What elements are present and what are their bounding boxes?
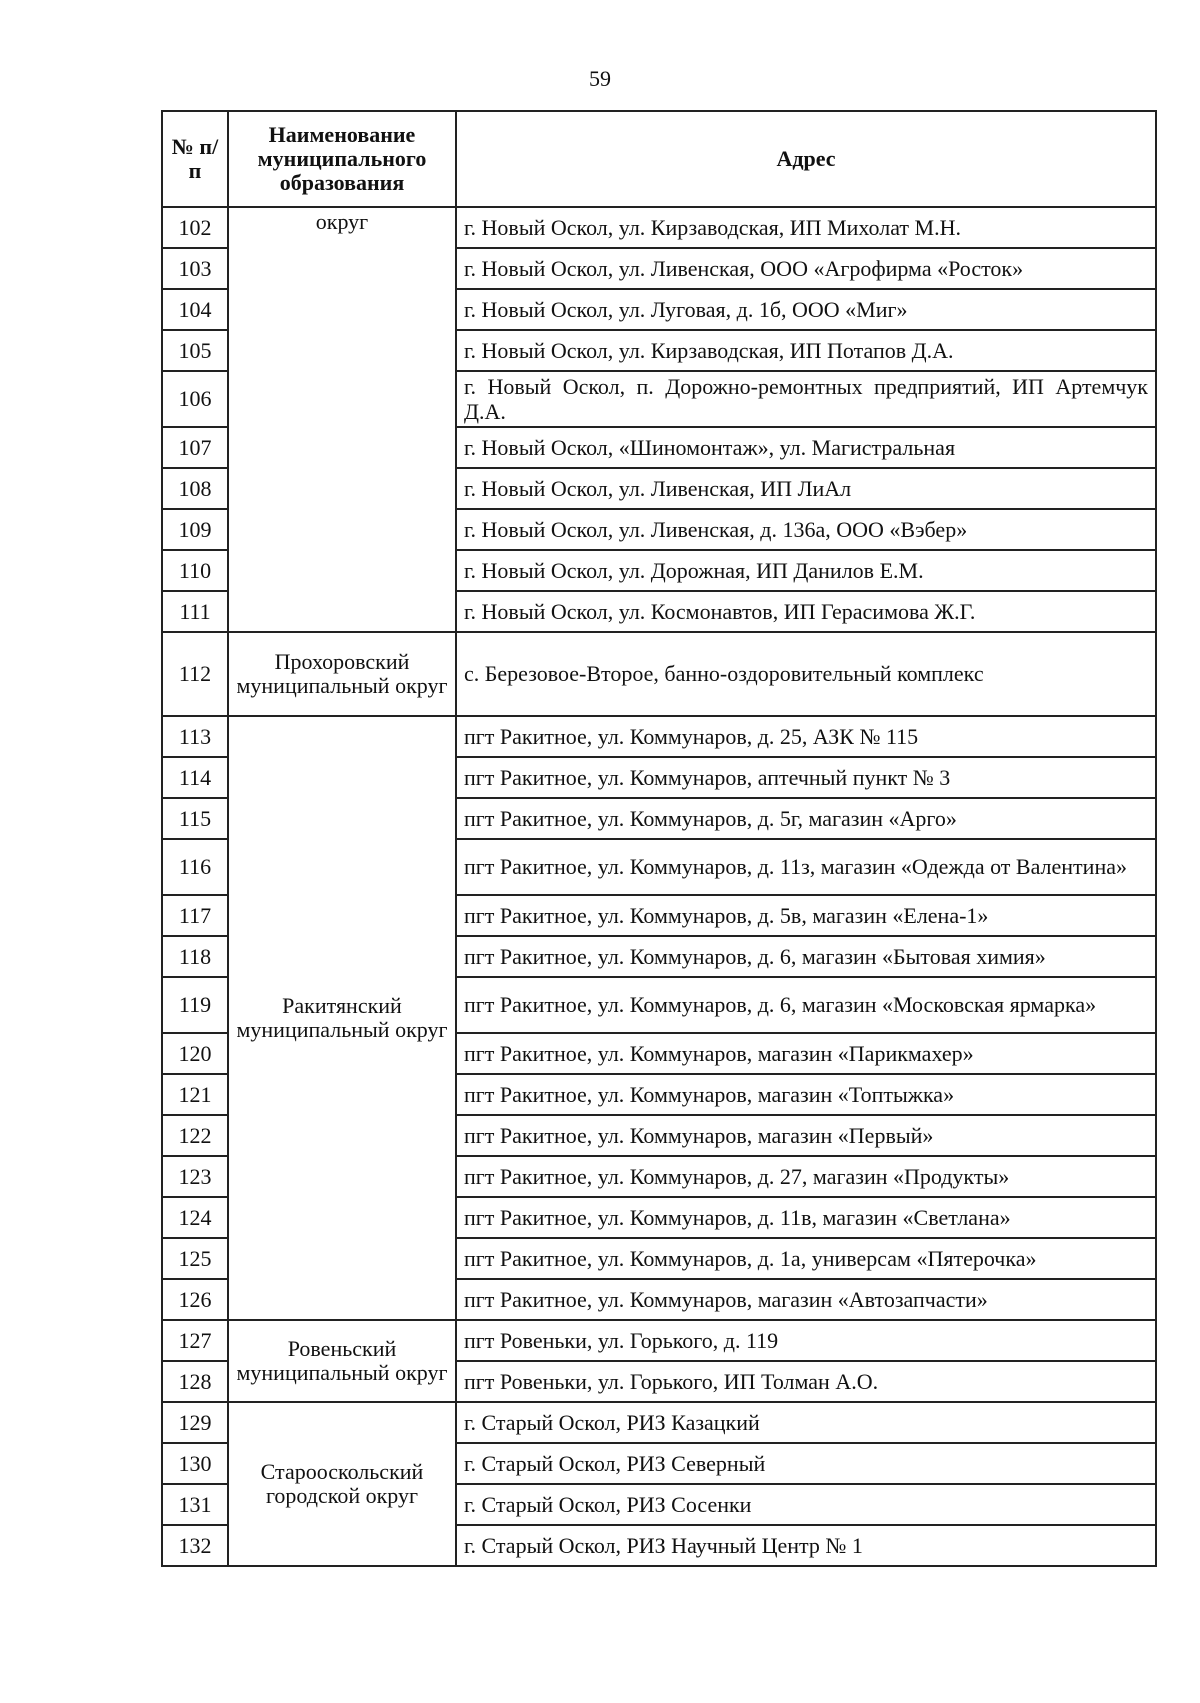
address-cell: пгт Ракитное, ул. Коммунаров, д. 27, магазин «Продукты» [456, 1156, 1156, 1197]
row-number: 104 [162, 289, 228, 330]
row-number: 130 [162, 1443, 228, 1484]
row-number: 110 [162, 550, 228, 591]
address-cell: пгт Ракитное, ул. Коммунаров, д. 11в, магазин «Светлана» [456, 1197, 1156, 1238]
table-row [162, 716, 1156, 757]
row-number: 106 [162, 371, 228, 427]
address-cell: пгт Ракитное, ул. Коммунаров, д. 5в, магазин «Елена-1» [456, 895, 1156, 936]
table-header-row [162, 111, 1156, 207]
address-cell: пгт Ракитное, ул. Коммунаров, д. 6, магазин «Московская ярмарка» [456, 977, 1156, 1033]
address-cell: пгт Ракитное, ул. Коммунаров, магазин «Топтыжка» [456, 1074, 1156, 1115]
municipality-cell: Старооскольский городской округ [228, 1402, 456, 1566]
address-cell: г. Новый Оскол, п. Дорожно-ремонтных предприятий, ИП Артемчук Д.А. [456, 371, 1156, 427]
row-number: 115 [162, 798, 228, 839]
row-number: 113 [162, 716, 228, 757]
address-cell: г. Старый Оскол, РИЗ Казацкий [456, 1402, 1156, 1443]
row-number: 109 [162, 509, 228, 550]
address-table [161, 110, 1157, 1567]
address-cell: пгт Ракитное, ул. Коммунаров, аптечный пункт № 3 [456, 757, 1156, 798]
table-row [162, 1320, 1156, 1361]
header-municipality: Наименование муниципального образования [228, 111, 456, 207]
row-number: 112 [162, 632, 228, 716]
address-cell: пгт Ракитное, ул. Коммунаров, д. 1а, универсам «Пятерочка» [456, 1238, 1156, 1279]
address-cell: пгт Ровеньки, ул. Горького, ИП Толман А.О. [456, 1361, 1156, 1402]
municipality-cell: округ [228, 207, 456, 632]
row-number: 124 [162, 1197, 228, 1238]
address-cell: г. Старый Оскол, РИЗ Сосенки [456, 1484, 1156, 1525]
address-cell: г. Старый Оскол, РИЗ Научный Центр № 1 [456, 1525, 1156, 1566]
table-row [162, 207, 1156, 248]
row-number: 118 [162, 936, 228, 977]
row-number: 117 [162, 895, 228, 936]
row-number: 102 [162, 207, 228, 248]
address-cell: г. Новый Оскол, ул. Космонавтов, ИП Герасимова Ж.Г. [456, 591, 1156, 632]
address-cell: пгт Ракитное, ул. Коммунаров, д. 6, магазин «Бытовая химия» [456, 936, 1156, 977]
address-cell: пгт Ракитное, ул. Коммунаров, магазин «Первый» [456, 1115, 1156, 1156]
row-number: 128 [162, 1361, 228, 1402]
row-number: 131 [162, 1484, 228, 1525]
address-cell: г. Новый Оскол, ул. Ливенская, д. 136а, ООО «Вэбер» [456, 509, 1156, 550]
page-number: 59 [589, 66, 611, 91]
address-cell: г. Новый Оскол, ул. Ливенская, ИП ЛиАл [456, 468, 1156, 509]
address-cell: г. Новый Оскол, «Шиномонтаж», ул. Магистральная [456, 427, 1156, 468]
row-number: 125 [162, 1238, 228, 1279]
address-cell: г. Новый Оскол, ул. Кирзаводская, ИП Потапов Д.А. [456, 330, 1156, 371]
address-cell: пгт Ракитное, ул. Коммунаров, магазин «Автозапчасти» [456, 1279, 1156, 1320]
row-number: 129 [162, 1402, 228, 1443]
row-number: 116 [162, 839, 228, 895]
address-cell: г. Новый Оскол, ул. Дорожная, ИП Данилов Е.М. [456, 550, 1156, 591]
address-cell: пгт Ракитное, ул. Коммунаров, д. 25, АЗК № 115 [456, 716, 1156, 757]
row-number: 122 [162, 1115, 228, 1156]
address-cell: пгт Ракитное, ул. Коммунаров, д. 5г, магазин «Арго» [456, 798, 1156, 839]
row-number: 123 [162, 1156, 228, 1197]
address-cell: г. Новый Оскол, ул. Кирзаводская, ИП Михолат М.Н. [456, 207, 1156, 248]
header-address: Адрес [456, 111, 1156, 207]
municipality-cell: Ровеньский муниципальный округ [228, 1320, 456, 1402]
row-number: 120 [162, 1033, 228, 1074]
header-number: № п/п [162, 111, 228, 207]
row-number: 127 [162, 1320, 228, 1361]
address-cell: г. Новый Оскол, ул. Луговая, д. 1б, ООО «Миг» [456, 289, 1156, 330]
row-number: 119 [162, 977, 228, 1033]
address-cell: пгт Ракитное, ул. Коммунаров, магазин «Парикмахер» [456, 1033, 1156, 1074]
row-number: 121 [162, 1074, 228, 1115]
address-cell: г. Новый Оскол, ул. Ливенская, ООО «Агрофирма «Росток» [456, 248, 1156, 289]
row-number: 114 [162, 757, 228, 798]
table-body [162, 207, 1156, 1566]
address-cell: с. Березовое-Второе, банно-оздоровительный комплекс [456, 632, 1156, 716]
row-number: 107 [162, 427, 228, 468]
municipality-cell: Ракитянский муниципальный округ [228, 716, 456, 1320]
table-row [162, 632, 1156, 716]
table-row [162, 1402, 1156, 1443]
row-number: 111 [162, 591, 228, 632]
row-number: 108 [162, 468, 228, 509]
row-number: 103 [162, 248, 228, 289]
row-number: 105 [162, 330, 228, 371]
row-number: 126 [162, 1279, 228, 1320]
address-cell: г. Старый Оскол, РИЗ Северный [456, 1443, 1156, 1484]
address-cell: пгт Ракитное, ул. Коммунаров, д. 11з, магазин «Одежда от Валентина» [456, 839, 1156, 895]
address-cell: пгт Ровеньки, ул. Горького, д. 119 [456, 1320, 1156, 1361]
municipality-cell: Прохоровский муниципальный округ [228, 632, 456, 716]
row-number: 132 [162, 1525, 228, 1566]
